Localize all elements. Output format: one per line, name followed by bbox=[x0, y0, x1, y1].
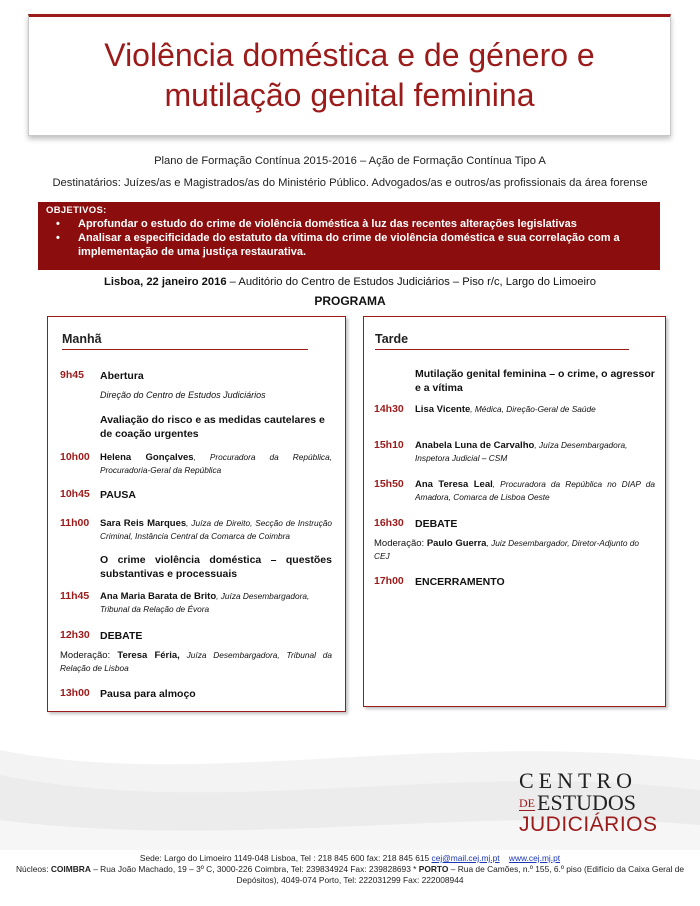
coimbra-address: – Rua João Machado, 19 – 3º C, 3000-226 Coimbra, Tel: 239834924 Fax: 239828693 * bbox=[90, 864, 419, 874]
logo-line-1: CENTRO bbox=[519, 768, 637, 793]
speaker-entry bbox=[100, 517, 332, 543]
speaker-entry bbox=[415, 403, 655, 416]
moderation-entry bbox=[60, 649, 332, 675]
session-title: ENCERRAMENTO bbox=[415, 576, 505, 588]
title-line-2: mutilação genital feminina bbox=[164, 77, 535, 113]
objectives-box bbox=[38, 202, 660, 270]
objective-item: • Aprofundar o estudo do crime de violência doméstica à luz das recentes alterações legislativas bbox=[56, 217, 652, 231]
objective-item: • Analisar a especificidade do estatuto da vítima do crime de violência doméstica e sua correlação com a implementação de uma justiça restaurativa. bbox=[56, 231, 652, 259]
speaker-name: Lisa Vicente bbox=[415, 404, 471, 415]
time-label: 11h00 bbox=[60, 517, 90, 529]
programa-heading: PROGRAMA bbox=[314, 294, 386, 308]
venue-line bbox=[0, 276, 700, 288]
session-subtitle: Direção do Centro de Estudos Judiciários bbox=[100, 390, 266, 400]
logo-estudos: ESTUDOS bbox=[537, 790, 637, 815]
morning-schedule bbox=[47, 316, 346, 712]
footer-sede bbox=[10, 853, 690, 864]
speaker-name: Helena Gonçalves bbox=[100, 452, 194, 463]
porto-label: PORTO bbox=[418, 864, 449, 874]
session-title: Pausa para almoço bbox=[100, 688, 196, 700]
afternoon-heading bbox=[375, 332, 408, 346]
moderation-label: Moderação: bbox=[60, 650, 118, 661]
heading-underline bbox=[62, 349, 308, 350]
moderation-entry bbox=[374, 537, 656, 563]
moderator-role: Juíza Desembargadora, Tribunal da Relação de Lisboa bbox=[60, 650, 332, 673]
topic-heading: Mutilação genital feminina – o crime, o agressor e a vítima bbox=[415, 368, 655, 394]
time-label: 13h00 bbox=[60, 687, 90, 699]
logo-de: DE bbox=[519, 796, 535, 810]
speaker-role: , Procuradora da República, Procuradoria-Geral da República bbox=[100, 452, 332, 475]
nucleos-label: Núcleos: bbox=[15, 864, 51, 874]
time-label: 10h00 bbox=[60, 451, 90, 463]
speaker-role: , Juíza Desembargadora, Tribunal da Relação de Évora bbox=[100, 591, 310, 614]
speaker-role: , Procuradora da República no DIAP da Amadora, Comarca de Lisboa Oeste bbox=[415, 479, 655, 502]
time-label: 15h50 bbox=[374, 478, 404, 490]
title-line-1: Violência doméstica e de género e bbox=[104, 37, 595, 73]
moderation-label: Moderação: bbox=[374, 538, 427, 549]
session-title: Abertura bbox=[100, 370, 144, 382]
speaker-name: Sara Reis Marques bbox=[100, 518, 187, 529]
venue-date: Lisboa, 22 janeiro 2016 bbox=[104, 276, 227, 288]
session-title: DEBATE bbox=[100, 630, 143, 642]
speaker-entry bbox=[100, 451, 332, 477]
session-title: DEBATE bbox=[415, 518, 458, 530]
time-label: 17h00 bbox=[374, 575, 404, 587]
logo-line-3: JUDICIÁRIOS bbox=[519, 813, 658, 836]
porto-address: – Rua de Camões, n.º 155, 6.º piso (Edifício da Caixa Geral de Depósitos), 4049-074 Porto, Tel: 222031299 Fax: 222008944 bbox=[236, 864, 685, 885]
time-label: 16h30 bbox=[374, 517, 404, 529]
moderator-name: Teresa Féria, bbox=[117, 650, 180, 661]
footer-sede-text: Sede: Largo do Limoeiro 1149-048 Lisboa, Tel : 218 845 600 fax: 218 845 615 bbox=[139, 853, 432, 863]
objectives-heading: OBJETIVOS: bbox=[46, 205, 107, 216]
speaker-role: , Juíza Desembargadora, Inspetora Judicial – CSM bbox=[415, 440, 628, 463]
moderator-name: Paulo Guerra bbox=[426, 538, 487, 549]
time-label: 15h10 bbox=[374, 439, 404, 451]
speaker-name: Anabela Luna de Carvalho bbox=[415, 440, 535, 451]
time-label: 12h30 bbox=[60, 629, 90, 641]
morning-heading-text: Manhã bbox=[62, 332, 102, 346]
speaker-name: Ana Teresa Leal bbox=[415, 479, 493, 490]
email-link[interactable]: cej@mail.cej.mj.pt bbox=[431, 853, 500, 863]
speaker-name: Ana Maria Barata de Brito bbox=[100, 591, 217, 602]
speaker-role: , Médica, Direção-Geral de Saúde bbox=[470, 404, 596, 414]
footer-nucleos bbox=[10, 864, 690, 886]
website-link[interactable]: www.cej.mj.pt bbox=[508, 853, 561, 863]
topic-heading: O crime violência doméstica – questões substantivas e processuais bbox=[100, 554, 332, 580]
speaker-role: , Juíza de Direito, Secção de Instrução Criminal, Instância Central da Comarca de Coimbra bbox=[100, 518, 332, 541]
session-title: PAUSA bbox=[100, 489, 136, 501]
heading-underline bbox=[375, 349, 629, 350]
plan-line: Plano de Formação Contínua 2015-2016 – Ação de Formação Contínua Tipo A bbox=[154, 155, 546, 167]
morning-heading bbox=[62, 332, 102, 346]
time-label: 11h45 bbox=[60, 590, 90, 602]
time-label: 10h45 bbox=[60, 488, 90, 500]
afternoon-heading-text: Tarde bbox=[375, 332, 409, 346]
coimbra-label: COIMBRA bbox=[50, 864, 91, 874]
speaker-entry bbox=[100, 590, 332, 616]
speaker-entry bbox=[415, 439, 655, 465]
cej-logo bbox=[519, 770, 669, 836]
moderator-role: , Juiz Desembargador, Diretor-Adjunto do CEJ bbox=[374, 538, 639, 561]
speaker-entry bbox=[415, 478, 655, 504]
time-label: 9h45 bbox=[60, 369, 84, 381]
objectives-list bbox=[46, 217, 652, 259]
afternoon-schedule bbox=[363, 316, 666, 707]
venue-place: – Auditório do Centro de Estudos Judiciários – Piso r/c, Largo do Limoeiro bbox=[226, 276, 596, 288]
topic-heading: Avaliação do risco e as medidas cautelares e de coação urgentes bbox=[100, 414, 325, 440]
document-title bbox=[29, 35, 670, 115]
title-box bbox=[28, 14, 671, 136]
time-label: 14h30 bbox=[374, 403, 404, 415]
audience-line: Destinatários: Juízes/as e Magistrados/as do Ministério Público. Advogados/as e outros/as profissionais da área forense bbox=[52, 177, 648, 189]
logo-line-2 bbox=[519, 792, 669, 814]
